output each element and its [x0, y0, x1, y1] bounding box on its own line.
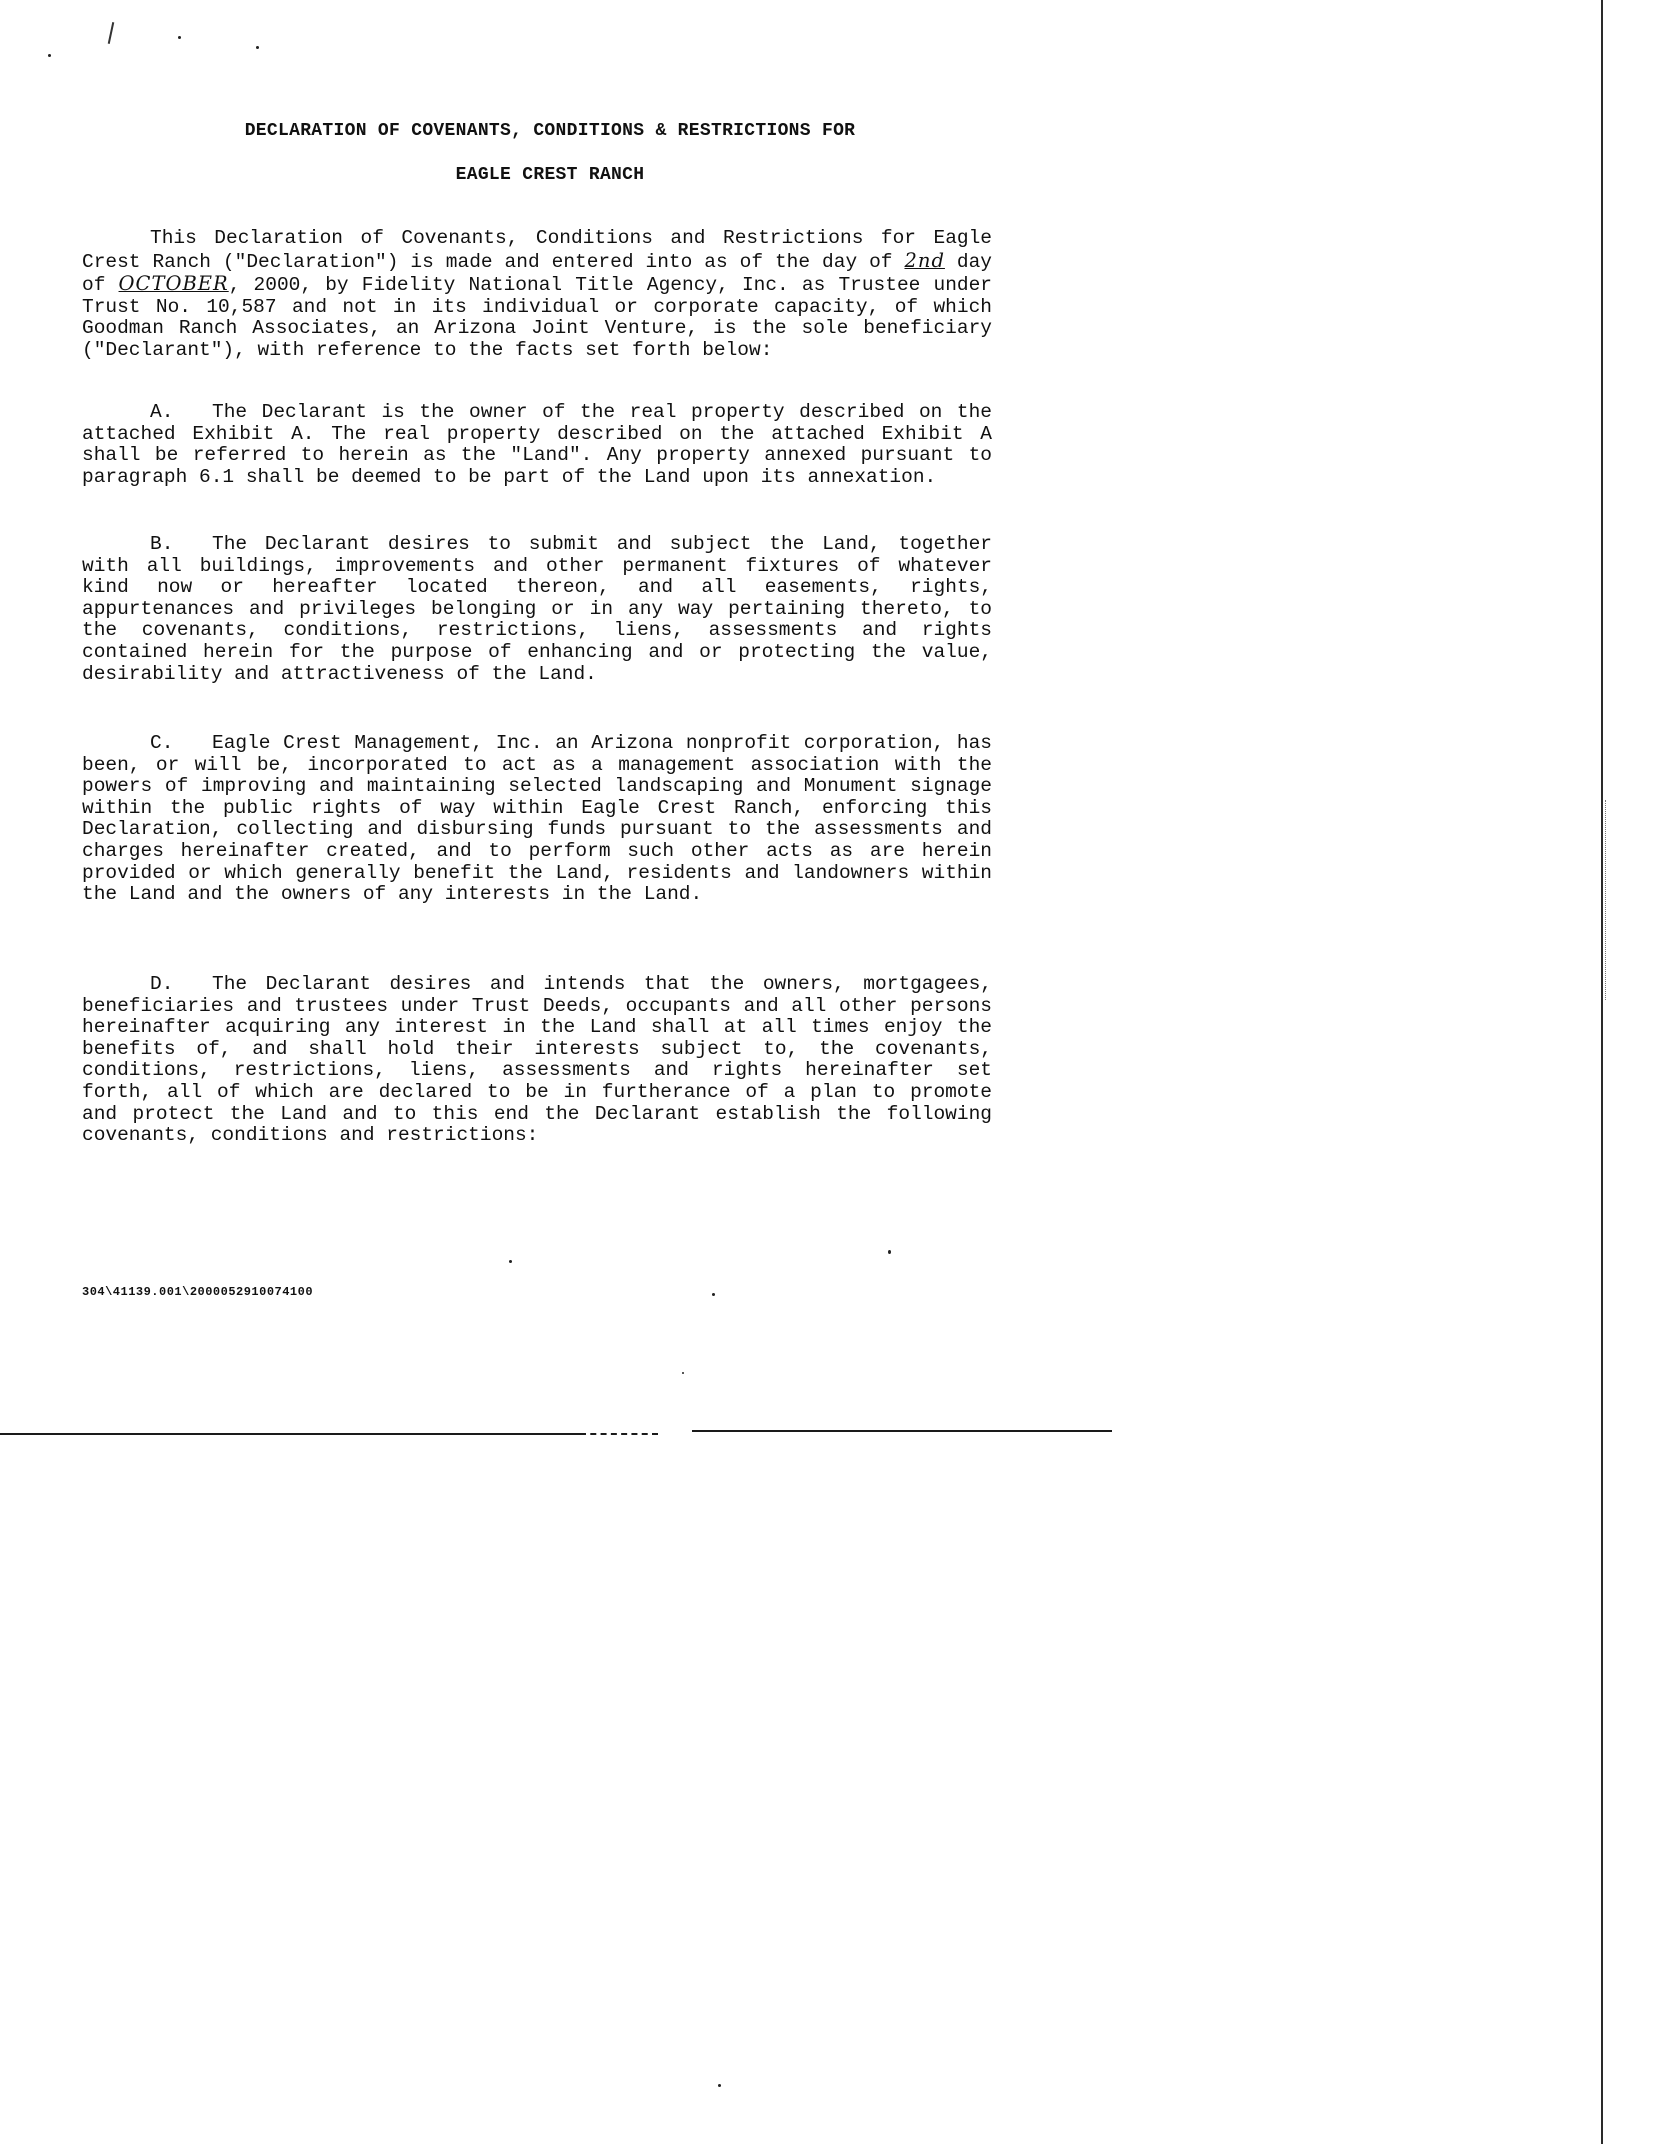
page-divider-line — [0, 1433, 580, 1435]
scan-speck — [178, 36, 181, 39]
scan-speck — [718, 2084, 721, 2087]
page-divider-dashes — [580, 1433, 658, 1435]
scan-speck — [888, 1250, 891, 1254]
recital-label: C. — [150, 732, 174, 754]
intro-text-3: , 2000, by Fidelity National Title Agency, Inc. as Trustee under Trust No. 10,587 and not in its individual or corporate capacity, of which Goodman Ranch Associates, an Arizona Joint Venture, is the sole beneficiary ("Declarant"), with reference to the facts set forth below: — [82, 274, 992, 361]
scan-speck — [682, 1372, 684, 1374]
page-divider-line — [692, 1430, 1112, 1432]
document-reference-code: 304\41139.001\2000052910074100 — [82, 1285, 314, 1299]
scan-mark — [108, 22, 115, 44]
recital-text: The Declarant desires to submit and subject the Land, together with all buildings, improvements and other permanent fixtures of whatever kind now or hereafter located thereon, and all easements, rights, appurtenances and privileges belonging or in any way pertaining thereto, to the covenants, conditions, restrictions, liens, assessments and rights contained herein for the purpose of enhancing and or protecting the value, desirability and attractiveness of the Land. — [82, 533, 992, 685]
scan-edge-faint — [1605, 800, 1606, 1000]
recital-paragraph-d — [82, 974, 992, 1147]
handwritten-day: 2nd — [904, 248, 945, 272]
recital-text: The Declarant desires and intends that the owners, mortgagees, beneficiaries and trustees under Trust Deeds, occupants and all other persons hereinafter acquiring any interest in the Land shall at all times enjoy the benefits of, and shall hold their interests subject to, the covenants, conditions, restrictions, liens, assessments and rights hereinafter set forth, all of which are declared to be in furtherance of a plan to promote and protect the Land and to this end the Declarant establish the following covenants, conditions and restrictions: — [82, 973, 992, 1147]
recital-label: B. — [150, 533, 174, 555]
recital-label: D. — [150, 973, 174, 995]
intro-paragraph — [82, 228, 992, 362]
scan-speck — [712, 1293, 715, 1296]
recital-paragraph-a — [82, 402, 992, 488]
handwritten-month: OCTOBER — [118, 272, 229, 296]
recital-paragraph-c — [82, 733, 992, 906]
scan-speck — [256, 46, 259, 49]
document-title: DECLARATION OF COVENANTS, CONDITIONS & RESTRICTIONS FOR — [244, 121, 856, 141]
document-subtitle: EAGLE CREST RANCH — [455, 165, 645, 185]
scan-speck — [48, 54, 51, 57]
scan-speck — [509, 1260, 512, 1263]
recital-label: A. — [150, 401, 174, 423]
scan-edge-line — [1601, 0, 1603, 2144]
recital-text: The Declarant is the owner of the real property described on the attached Exhibit A. The real property described on the attached Exhibit A shall be referred to herein as the "Land". Any property annexed pursuant to paragraph 6.1 shall be deemed to be part of the Land upon its annexation. — [82, 401, 992, 488]
recital-text: Eagle Crest Management, Inc. an Arizona nonprofit corporation, has been, or will be, incorporated to act as a management association with the powers of improving and maintaining selected landscaping and Monument signage within the public rights of way within Eagle Crest Ranch, enforcing this Declaration, collecting and disbursing funds pursuant to the assessments and charges hereinafter created, and to perform such other acts as are herein provided or which generally benefit the Land, residents and landowners within the Land and the owners of any interests in the Land. — [82, 732, 992, 906]
intro-text-2: day of — [82, 250, 993, 297]
recital-paragraph-b — [82, 534, 992, 685]
intro-text-1: This Declaration of Covenants, Conditions and Restrictions for Eagle Crest Ranch ("Declaration") is made and entered into as of the day of — [82, 227, 992, 273]
